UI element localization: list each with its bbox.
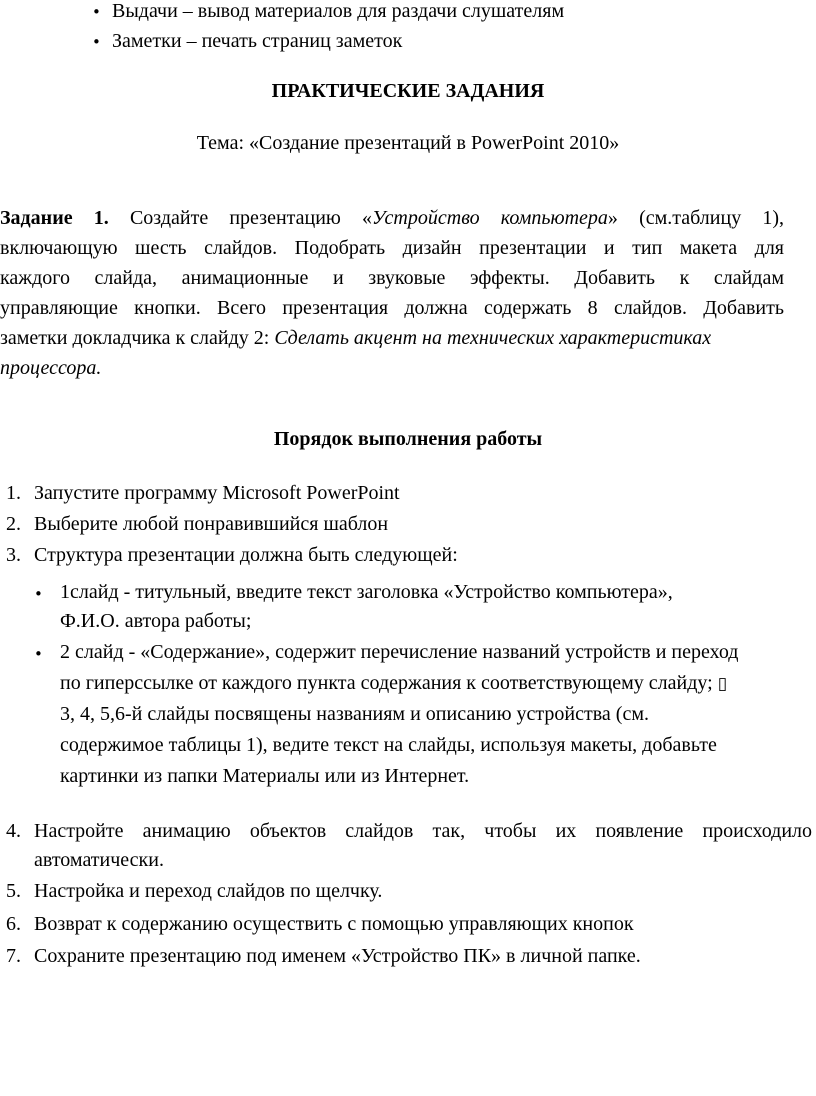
task-italic: Устройство компьютера xyxy=(372,207,608,229)
step-text: Настройка и переход слайдов по щелчку. xyxy=(34,880,383,902)
bullet-icon: • xyxy=(92,3,101,21)
task-line: управляющие кнопки. Всего презентация должна содержать 8 слайдов. Добавить xyxy=(0,297,784,319)
step-text: автоматически. xyxy=(34,849,164,871)
sub-item-line: содержимое таблицы 1), ведите текст на слайды, используя макеты, добавьте xyxy=(60,734,717,756)
step-text: Сохраните презентацию под именем «Устройство ПК» в личной папке. xyxy=(34,945,641,967)
sub-item-line: 3, 4, 5,6-й слайды посвящены названиям и описанию устройства (см. xyxy=(60,703,649,725)
step-number: 7. xyxy=(6,945,21,967)
step-number: 6. xyxy=(6,913,21,935)
bullet-icon: • xyxy=(34,645,43,663)
bullet-icon: • xyxy=(92,33,101,51)
sub-item-text: по гиперссылке от каждого пункта содержания к соответствующему слайду; xyxy=(60,672,718,694)
section-title: Порядок выполнения работы xyxy=(273,428,543,450)
bullet-icon: • xyxy=(34,585,43,603)
sub-item-line: Ф.И.О. автора работы; xyxy=(60,610,252,632)
step-number: 4. xyxy=(6,820,21,842)
task-text: » (см.таблицу 1), xyxy=(607,207,785,229)
step-text: Настройте анимацию объектов слайдов так, чтобы их появление происходило xyxy=(34,820,812,842)
page-title: ПРАКТИЧЕСКИЕ ЗАДАНИЯ xyxy=(271,80,545,102)
sub-item-line: 2 слайд - «Содержание», содержит перечисление названий устройств и переход xyxy=(60,641,739,663)
step-number: 5. xyxy=(6,880,21,902)
task-paragraph xyxy=(0,207,784,377)
task-line: процессора. xyxy=(0,357,102,379)
step-text: Возврат к содержанию осуществить с помощью управляющих кнопок xyxy=(34,913,634,935)
task-line: включающую шесть слайдов. Подобрать дизайн презентации и тип макета для xyxy=(0,237,784,259)
task-label: Задание 1. xyxy=(0,207,109,229)
task-italic: Сделать акцент на технических характеристиках xyxy=(274,327,712,349)
task-line xyxy=(0,207,784,230)
placeholder-box-icon: ▯ xyxy=(717,674,728,694)
step-number: 2. xyxy=(6,513,21,535)
topic-line: Тема: «Создание презентаций в PowerPoint 2010» xyxy=(196,132,620,154)
list-item: Выдачи – вывод материалов для раздачи слушателям xyxy=(112,0,565,22)
task-line xyxy=(0,327,711,350)
sub-item-line: картинки из папки Материалы или из Интернет. xyxy=(60,765,470,787)
sub-item-line: 1слайд - титульный, введите текст заголовка «Устройство компьютера», xyxy=(60,581,673,603)
step-number: 3. xyxy=(6,544,21,566)
step-text: Структура презентации должна быть следующей: xyxy=(34,544,458,566)
step-text: Выберите любой понравившийся шаблон xyxy=(34,513,389,535)
task-text: заметки докладчика к слайду 2: xyxy=(0,327,275,349)
list-item: Заметки – печать страниц заметок xyxy=(112,30,403,52)
step-number: 1. xyxy=(6,482,21,504)
task-text: Создайте презентацию « xyxy=(129,207,373,229)
sub-item-line xyxy=(60,672,727,695)
step-text: Запустите программу Microsoft PowerPoint xyxy=(34,482,400,504)
task-line: каждого слайда, анимационные и звуковые эффекты. Добавить к слайдам xyxy=(0,267,784,289)
